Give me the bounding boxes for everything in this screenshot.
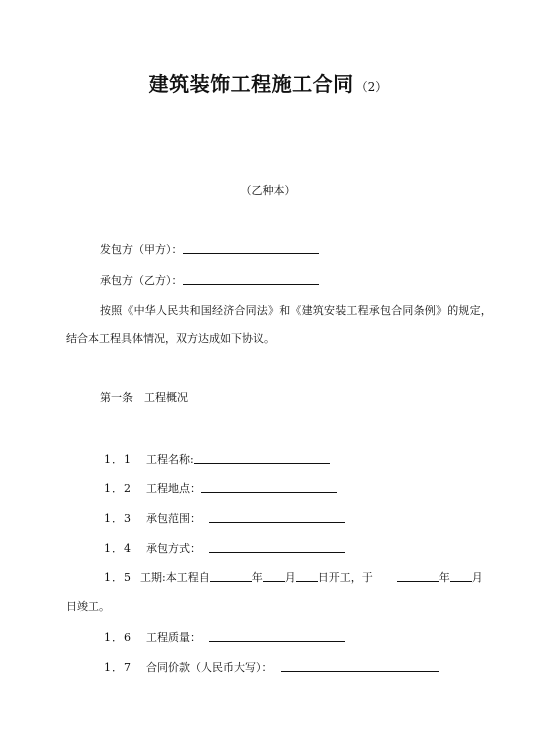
item-1-5 <box>104 569 483 586</box>
party-b-blank[interactable] <box>183 272 319 285</box>
contract-method-blank[interactable] <box>209 540 345 553</box>
item-1-1 <box>104 451 330 468</box>
article-1-title: 第一条 工程概况 <box>100 391 188 404</box>
month-label: 月 <box>284 571 296 584</box>
start-text: 日开工，于 <box>317 571 373 584</box>
item-1-4 <box>104 540 345 557</box>
project-name-blank[interactable] <box>194 451 330 464</box>
party-a-line <box>100 241 319 258</box>
end-month-blank[interactable] <box>450 569 472 582</box>
start-year-blank[interactable] <box>210 569 252 582</box>
completion-text: 日竣工。 <box>66 600 110 613</box>
start-month-blank[interactable] <box>263 569 285 582</box>
item-label: 承包范围： <box>146 512 201 525</box>
item-1-7 <box>104 659 439 676</box>
document-title <box>0 68 536 97</box>
item-number: 1．3 <box>104 512 132 525</box>
item-number: 1．5 <box>104 571 132 584</box>
item-label: 工程质量： <box>146 631 201 644</box>
month-label: 月 <box>471 571 483 584</box>
item-1-3 <box>104 510 345 527</box>
item-1-6 <box>104 629 345 646</box>
item-number: 1．1 <box>104 453 132 466</box>
item-number: 1．6 <box>104 631 132 644</box>
contract-scope-blank[interactable] <box>209 510 345 523</box>
intro-paragraph-line-1: 按照《中华人民共和国经济合同法》和《建筑安装工程承包合同条例》的规定， <box>100 304 492 317</box>
item-number: 1．2 <box>104 482 132 495</box>
title-suffix: （2） <box>355 80 388 94</box>
item-1-2 <box>104 480 337 497</box>
party-a-blank[interactable] <box>183 241 319 254</box>
item-label: 合同价款（人民币大写）： <box>146 661 273 674</box>
end-year-blank[interactable] <box>397 569 439 582</box>
contract-version: （乙种本） <box>240 184 296 197</box>
title-main: 建筑装饰工程施工合同 <box>148 72 354 96</box>
party-b-label: 承包方（乙方）： <box>100 274 183 287</box>
item-label: 承包方式： <box>146 542 201 555</box>
project-location-blank[interactable] <box>201 480 337 493</box>
party-a-label: 发包方（甲方）： <box>100 243 183 256</box>
item-label: 工程名称: <box>146 453 194 466</box>
year-label: 年 <box>251 571 263 584</box>
item-number: 1．7 <box>104 661 132 674</box>
contract-price-blank[interactable] <box>281 659 439 672</box>
intro-paragraph-line-2: 结合本工程具体情况，双方达成如下协议。 <box>66 332 275 345</box>
party-b-line <box>100 272 319 289</box>
year-label: 年 <box>438 571 450 584</box>
item-number: 1．4 <box>104 542 132 555</box>
item-label: 工期:本工程自 <box>140 571 210 584</box>
start-day-blank[interactable] <box>296 569 318 582</box>
project-quality-blank[interactable] <box>209 629 345 642</box>
item-label: 工程地点： <box>146 482 201 495</box>
